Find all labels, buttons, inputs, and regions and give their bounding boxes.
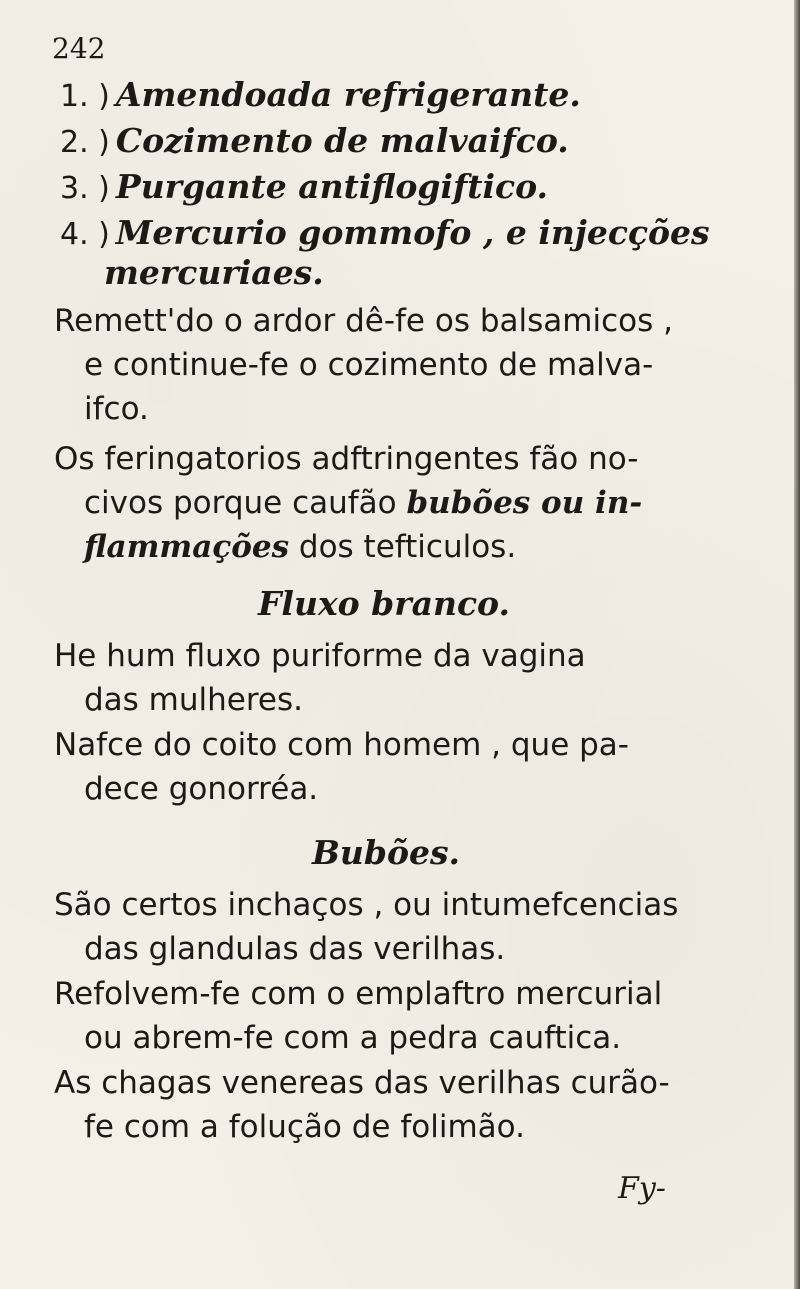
paragraph-line: das glandulas das verilhas. <box>84 931 506 967</box>
page-number: 242 <box>52 32 106 65</box>
paragraph-line: Refolvem-fe com o emplaftro mercurial <box>54 976 663 1012</box>
list-number: 3. ) <box>60 171 110 206</box>
list-text: Cozimento de malvaifco. <box>115 121 569 160</box>
list-item-2 <box>60 120 569 164</box>
list-item-1 <box>60 74 581 118</box>
section-heading: Bubões. <box>312 833 461 872</box>
emphasis-run: flammações <box>84 529 290 565</box>
paragraph-line: Remett'do o ardor dê-fe os balsamicos , <box>54 303 673 339</box>
page-edge-shadow <box>794 0 800 1289</box>
list-number: 1. ) <box>60 79 110 114</box>
paragraph-line: ifco. <box>84 391 149 427</box>
paragraph-line: Os feringatorios adftringentes fão no- <box>54 441 639 477</box>
text-run: dos tefticulos. <box>289 529 517 565</box>
paragraph-line <box>84 482 642 524</box>
list-text: Mercurio gommofo , e injecções <box>115 213 710 252</box>
list-item-4 <box>60 212 710 256</box>
list-number: 4. ) <box>60 217 110 252</box>
paragraph-line: e continue-fe o cozimento de malva- <box>84 347 654 383</box>
list-item-3 <box>60 166 548 210</box>
paragraph-line <box>84 526 516 568</box>
catchword: Fy- <box>618 1171 666 1206</box>
paragraph-line: Nafce do coito com homem , que pa- <box>54 727 629 763</box>
paragraph-line: São certos inchaços , ou intumefcencias <box>54 887 679 923</box>
paragraph-line: dece gonorréa. <box>84 771 319 807</box>
paragraph-line: fe com a folução de folimão. <box>84 1109 525 1145</box>
paragraph-line: He hum fluxo puriforme da vagina <box>54 638 586 674</box>
paragraph-line: As chagas venereas das verilhas curão- <box>54 1065 670 1101</box>
list-number: 2. ) <box>60 125 110 160</box>
emphasis-run: bubões ou in- <box>406 485 643 521</box>
paragraph-line: ou abrem-fe com a pedra cauftica. <box>84 1020 622 1056</box>
paragraph-line: das mulheres. <box>84 682 303 718</box>
text-run: civos porque caufão <box>84 485 407 521</box>
list-item-4-continuation: mercuriaes. <box>104 253 324 292</box>
section-heading: Fluxo branco. <box>258 584 510 623</box>
list-text: Purgante antiflogiftico. <box>115 167 549 206</box>
list-text: Amendoada refrigerante. <box>115 75 581 114</box>
